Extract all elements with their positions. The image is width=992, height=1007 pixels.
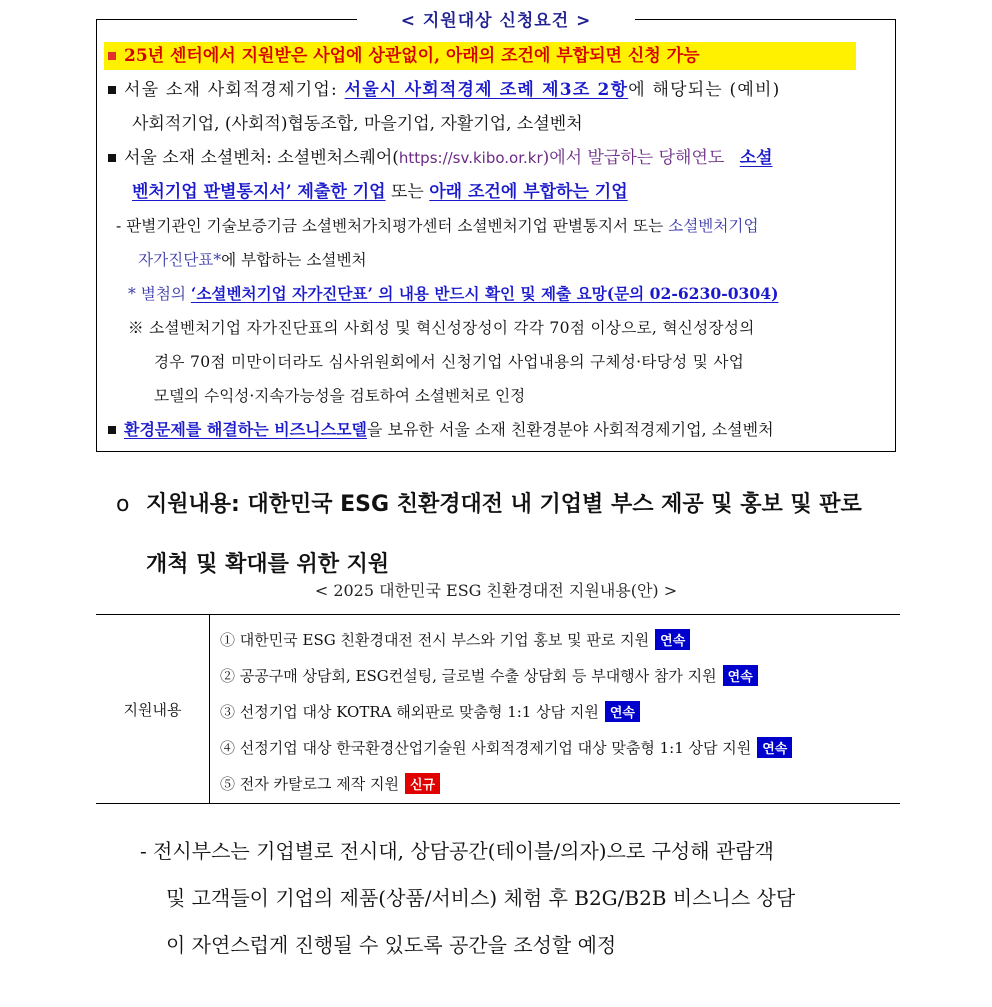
req-line-8a: * 별첨의 [128, 285, 191, 303]
self-diagnosis-notice: ‘소셜벤처기업 자가진단표’ 의 내용 반드시 확인 및 제출 요망(문의 02-6230-0304) [190, 284, 779, 303]
req-line-5 [132, 180, 628, 204]
table-row-text: ③ 선정기업 대상 KOTRA 해외판로 맞춤형 1:1 상담 지원 [220, 703, 599, 721]
black-square-icon [108, 426, 116, 434]
circle-bullet-icon: o [116, 492, 130, 517]
table-row [220, 629, 690, 650]
status-badge: 연속 [605, 701, 640, 722]
req-line-5b: 또는 [385, 182, 430, 202]
req-line-4 [108, 146, 773, 170]
red-square-icon [108, 52, 116, 60]
table-row [220, 665, 758, 686]
req-line-4d: 소셜 [739, 148, 773, 168]
table-divider [209, 615, 210, 803]
req-line-12b: 을 보유한 서울 소재 친환경분야 사회적경제기업, 소셜벤처 [366, 420, 774, 439]
req-line-1-text: 25년 센터에서 지원받은 사업에 상관없이, 아래의 조건에 부합되면 신청 가능 [124, 46, 700, 66]
req-line-1 [108, 44, 700, 68]
support-heading-line1: 지원내용: 대한민국 ESG 친환경대전 내 기업별 부스 제공 및 홍보 및 판로 [146, 492, 862, 517]
table-row-text: ① 대한민국 ESG 친환경대전 전시 부스와 기업 홍보 및 판로 지원 [220, 631, 650, 649]
req-line-2c: 에 해당되는 (예비) [628, 80, 781, 100]
req-line-7b: 에 부합하는 소셜벤처 [221, 251, 367, 269]
req-line-10: 경우 70점 미만이더라도 심사위원회에서 신청기업 사업내용의 구체성·타당성 및 사업 [154, 353, 745, 371]
req-line-7a: 자가진단표* [138, 251, 222, 269]
req-line-5c: 아래 조건에 부합하는 기업 [429, 182, 628, 202]
req-line-7 [138, 248, 367, 272]
req-line-2 [108, 78, 780, 102]
black-square-icon [108, 86, 116, 94]
eco-business-model: 환경문제를 해결하는 비즈니스모델 [124, 420, 367, 439]
status-badge: 연속 [757, 737, 792, 758]
note-line-3: 이 자연스럽게 진행될 수 있도록 공간을 조성할 예정 [166, 933, 617, 957]
table-row-text: ② 공공구매 상담회, ESG컨설팅, 글로벌 수출 상담회 등 부대행사 참가 지원 [220, 667, 717, 685]
table-label: 지원내용 [123, 700, 182, 719]
support-heading-line2: 개척 및 확대를 위한 지원 [146, 552, 390, 577]
table-caption: < 2025 대한민국 ESG 친환경대전 지원내용(안) > [314, 581, 678, 600]
note-line-2: 및 고객들이 기업의 제품(상품/서비스) 체험 후 B2G/B2B 비스니스 상담 [166, 886, 796, 910]
status-badge: 신규 [405, 773, 440, 794]
req-line-8 [128, 282, 778, 306]
req-line-11: 모델의 수익성·지속가능성을 검토하여 소셜벤처로 인정 [154, 387, 526, 405]
seoul-ordinance-link: 서울시 사회적경제 조례 제3조 2항 [344, 80, 629, 100]
req-line-6b: 소셜벤처기업 [668, 217, 759, 235]
note-line-1: - 전시부스는 기업별로 전시대, 상담공간(테이블/의자)으로 구성해 관람객 [140, 839, 774, 863]
table-row [220, 701, 640, 722]
req-line-6 [116, 214, 759, 238]
black-square-icon [108, 154, 116, 162]
req-line-3: 사회적기업, (사회적)협동조합, 마을기업, 자활기업, 소셜벤처 [132, 114, 583, 134]
status-badge: 연속 [723, 665, 758, 686]
status-badge: 연속 [655, 629, 690, 650]
req-line-5a: 벤처기업 판별통지서’ 제출한 기업 [132, 182, 386, 202]
table-row-text: ④ 선정기업 대상 한국환경산업기술원 사회적경제기업 대상 맞춤형 1:1 상담 지원 [220, 739, 752, 757]
table-row [220, 737, 792, 758]
req-line-4c: )에서 발급하는 당해연도 [542, 148, 730, 168]
req-line-6a: - 판별기관인 기술보증기금 소셜벤처가치평가센터 소셜벤처기업 판별통지서 또는 [116, 217, 669, 235]
req-line-12 [108, 418, 774, 442]
requirements-title: < 지원대상 신청요건 > [357, 6, 635, 31]
booth-note [140, 828, 900, 969]
kibo-url-link[interactable]: https://sv.kibo.or.kr [398, 149, 543, 167]
table-row [220, 773, 440, 794]
table-row-text: ⑤ 전자 카탈로그 제작 지원 [220, 775, 399, 793]
support-table [96, 614, 900, 804]
req-line-9: ※ 소셜벤처기업 자가진단표의 사회성 및 혁신성장성이 각각 70점 이상으로, 혁신성장성의 [128, 319, 755, 337]
req-line-4a: 서울 소재 소셜벤처: 소셜벤처스퀘어( [124, 148, 399, 168]
req-line-2a: 서울 소재 사회적경제기업: [124, 80, 345, 100]
support-heading [116, 475, 862, 595]
